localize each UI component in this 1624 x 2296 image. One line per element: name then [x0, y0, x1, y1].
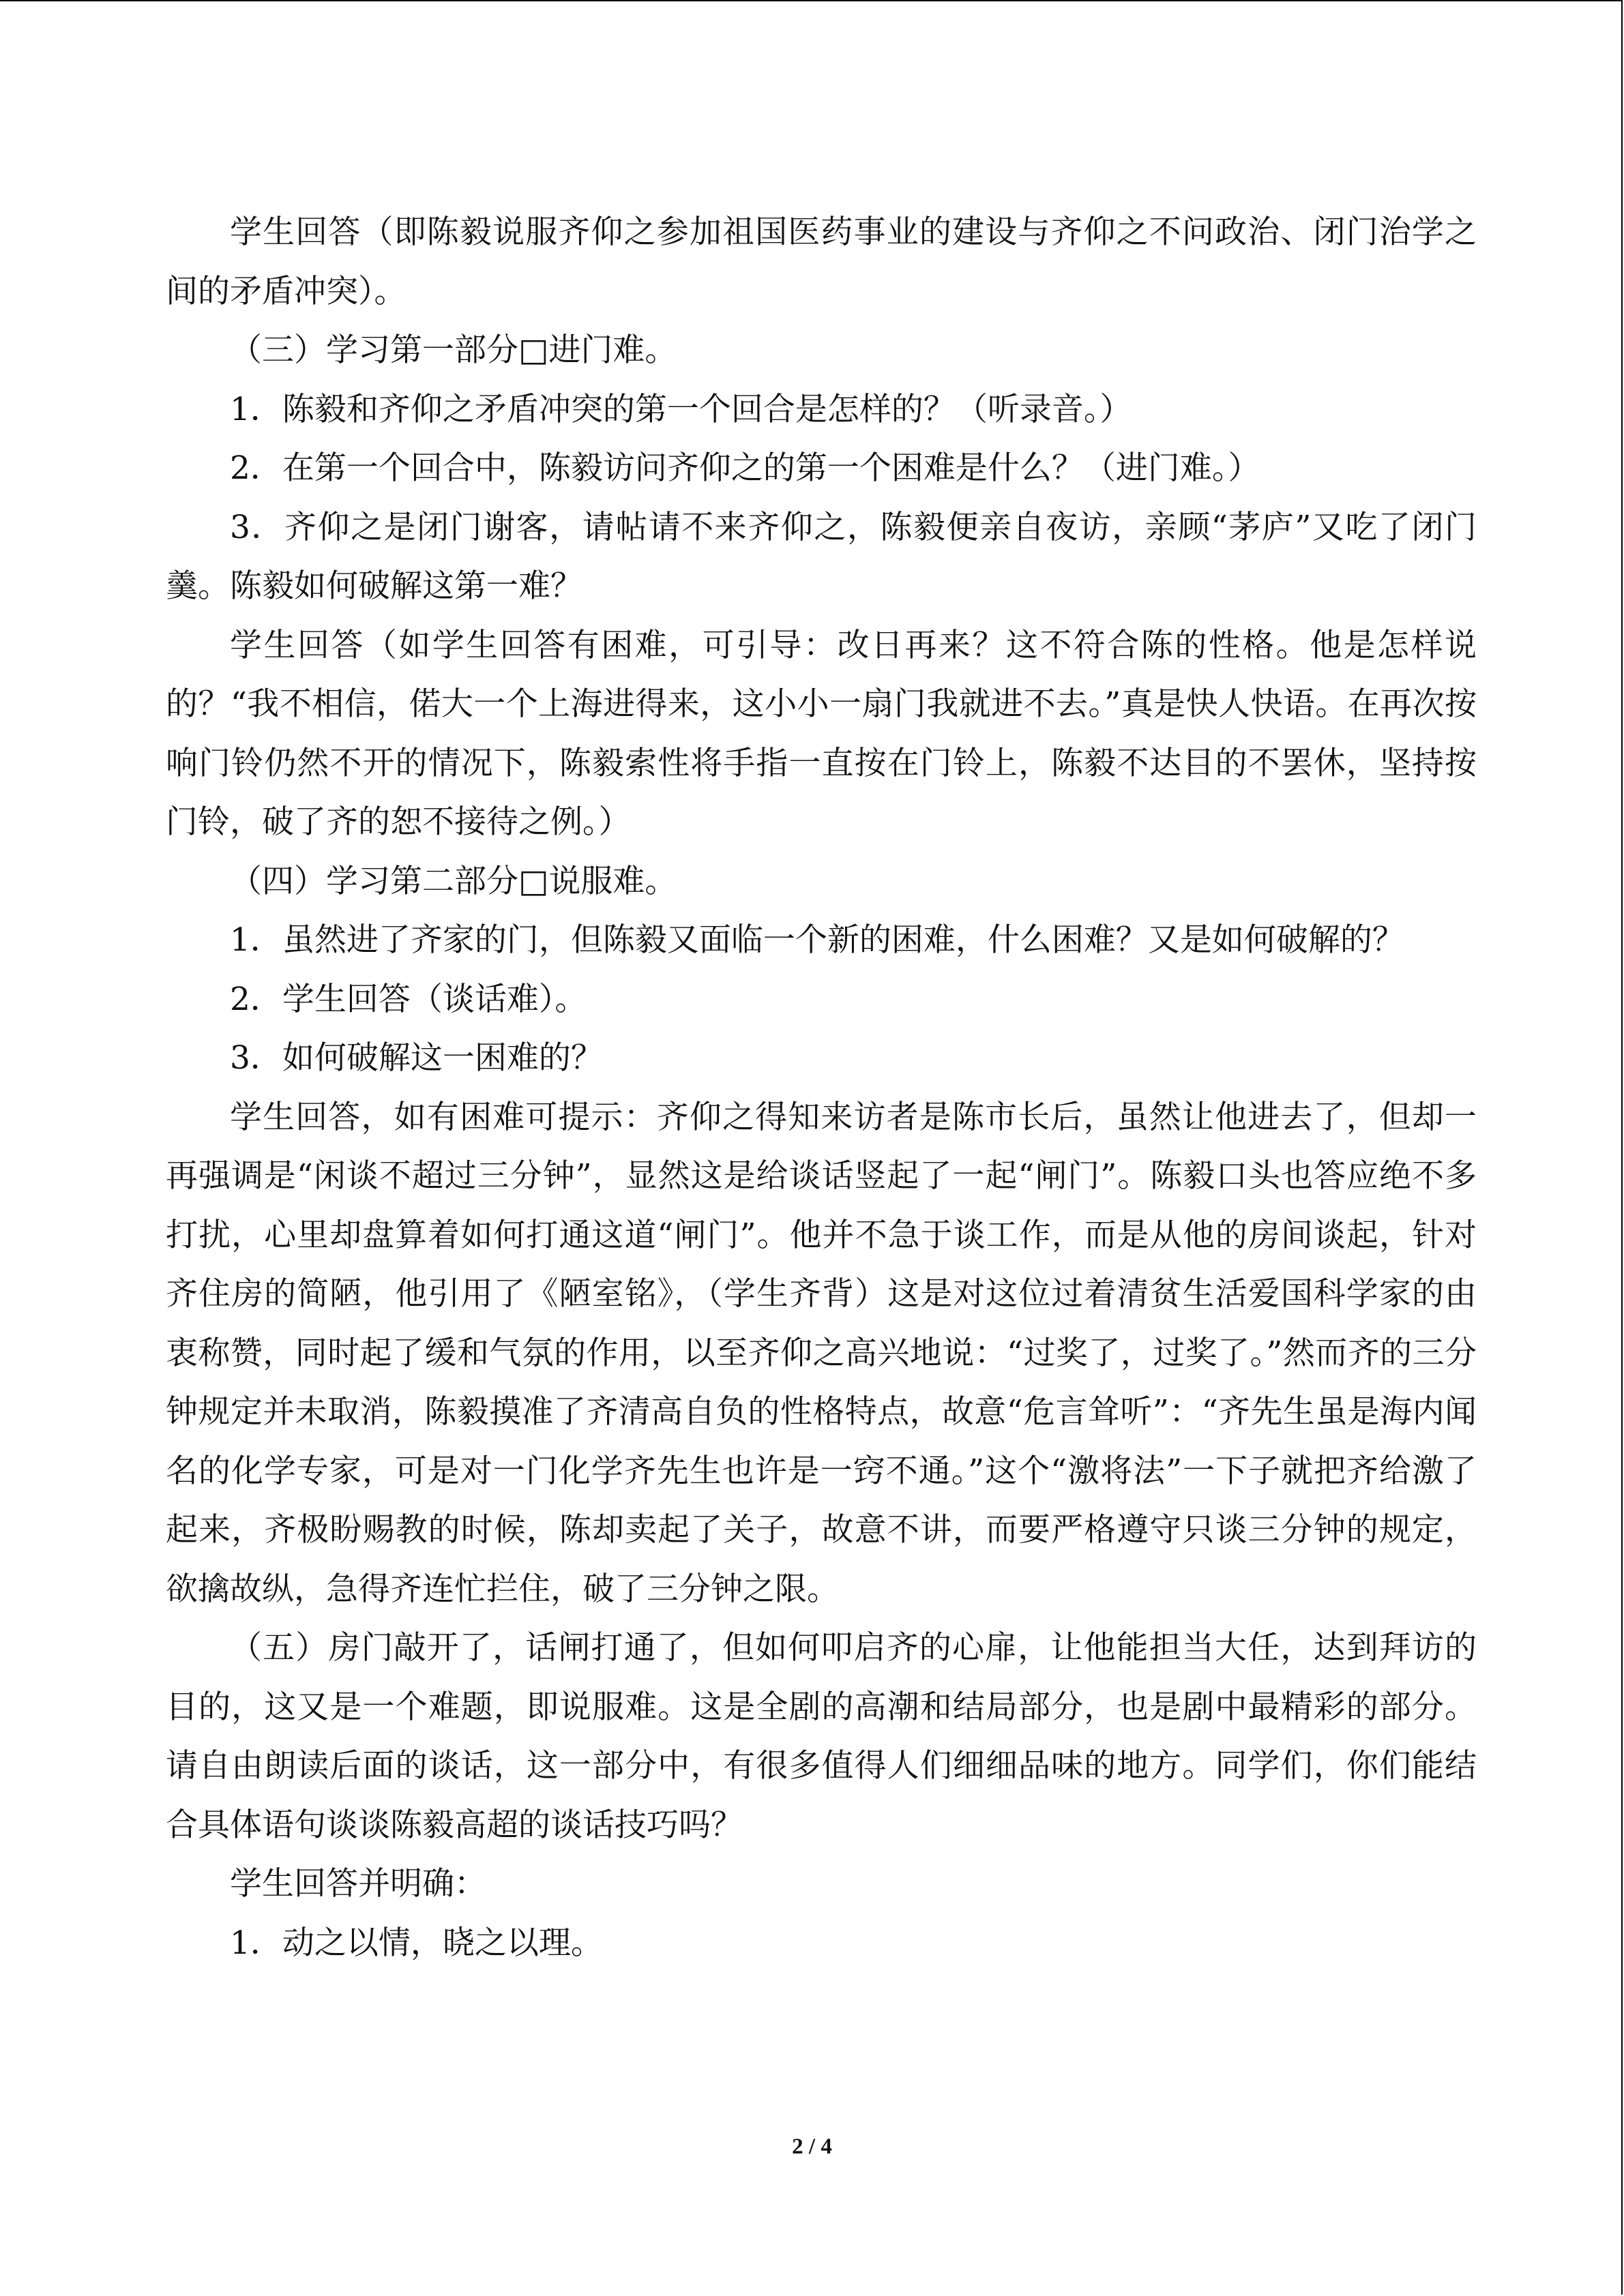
question-1-new-difficulty: 1．虽然进了齐家的门，但陈毅又面临一个新的困难，什么困难？又是如何破解的？: [230, 921, 1404, 959]
question-1-first-round: 1．陈毅和齐仰之矛盾冲突的第一个回合是怎样的？（听录音。）: [230, 390, 1132, 428]
paragraph-student-answer-3: 学生回答，如有困难可提示：齐仰之得知来访者是陈市长后，虽然让他进去了，但却一再强调是“闲谈不超过三分钟”，显然这是给谈话竖起了一起“闸门”。陈毅口头也答应绝不多打扰，心里却盘算着如何打通这道“闸门”。他并不急于谈工作，而是从他的房间谈起，针对齐住房的简陋，他引用了《陋室铭》，（学生齐背）这是对这位过着清贫生活爱国科学家的由衷称赞，同时起了缓和气氛的作用，以至齐仰之高兴地说：“过奖了，过奖了。”然而齐的三分钟规定并未取消，陈毅摸准了齐清高自负的性格特点，故意“危言耸听”：“齐先生虽是海内闻名的化学专家，可是对一门化学齐先生也许是一窍不通。”这个“激将法”一下子就把齐给激了起来，齐极盼赐教的时候，陈却卖起了关子，故意不讲，而要严格遵守只谈三分钟的规定，欲擒故纵，急得齐连忙拦住，破了三分钟之限。: [166, 1098, 1477, 1608]
page-number: 2 / 4: [792, 2134, 832, 2159]
heading-part-one: （三）学习第一部分□进门难。: [230, 331, 677, 369]
question-3-how-to-solve: 3．齐仰之是闭门谢客，请帖请不来齐仰之，陈毅便亲自夜访，亲顾“茅庐”又吃了闭门羹。陈毅如何破解这第一难？: [166, 508, 1477, 605]
document-body: [166, 203, 1477, 1973]
paragraph-student-answer-clarify: 学生回答并明确：: [230, 1865, 486, 1903]
heading-part-five: （五）房门敲开了，话闸打通了，但如何叩启齐的心扉，让他能担当大任，达到拜访的目的，这又是一个难题，即说服难。这是全剧的高潮和结局部分，也是剧中最精彩的部分。请自由朗读后面的谈话，这一部分中，有很多值得人们细细品味的地方。同学们，你们能结合具体语句谈谈陈毅高超的谈话技巧吗？: [166, 1629, 1477, 1844]
heading-part-two: （四）学习第二部分□说服难。: [230, 862, 677, 900]
question-2-first-difficulty: 2．在第一个回合中，陈毅访问齐仰之的第一个困难是什么？（进门难。）: [230, 449, 1260, 487]
paragraph-student-answer-2: 学生回答（如学生回答有困难，可引导：改日再来？这不符合陈的性格。他是怎样说的？“我不相信，偌大一个上海进得来，这小小一扇门我就进不去。”真是快人快语。在再次按响门铃仍然不开的情况下，陈毅索性将手指一直按在门铃上，陈毅不达目的不罢休，坚持按门铃，破了齐的恕不接待之例。）: [166, 626, 1477, 841]
question-3-solve-difficulty: 3．如何破解这一困难的？: [230, 1039, 603, 1077]
point-1-emotion-reason: 1．动之以情，晓之以理。: [230, 1924, 603, 1962]
answer-2-talk-difficulty: 2．学生回答（谈话难）。: [230, 980, 587, 1018]
paragraph-student-answer-1: 学生回答（即陈毅说服齐仰之参加祖国医药事业的建设与齐仰之不问政治、闭门治学之间的矛盾冲突）。: [166, 213, 1477, 310]
